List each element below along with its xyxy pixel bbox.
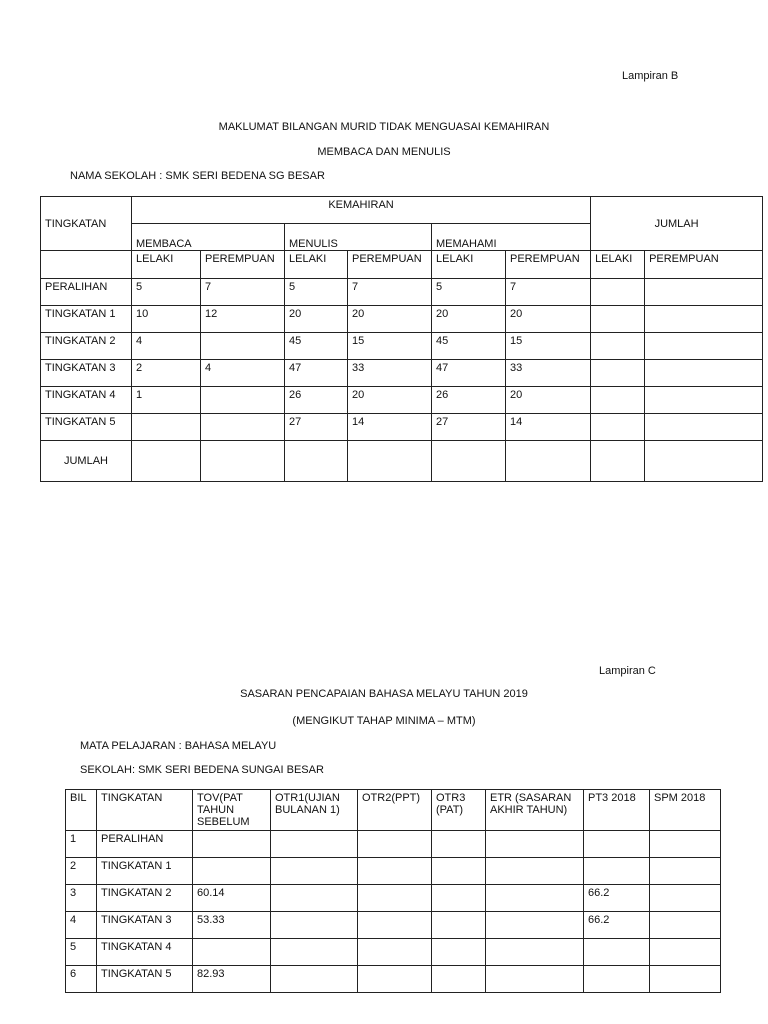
table-row: [66, 966, 721, 993]
header-otr1: OTR1(UJIAN BULANAN 1): [271, 790, 358, 831]
tingkatan-header: TINGKATAN: [41, 197, 132, 251]
row-label: TINGKATAN 3: [41, 360, 132, 387]
data-cell: [358, 831, 432, 858]
data-cell: 45: [285, 333, 348, 360]
data-cell: [486, 912, 584, 939]
data-cell: [201, 414, 285, 441]
data-cell: [650, 831, 721, 858]
data-cell: [432, 939, 486, 966]
data-cell: [584, 831, 650, 858]
data-cell: 7: [201, 279, 285, 306]
data-cell: 20: [506, 306, 591, 333]
data-cell: 47: [432, 360, 506, 387]
data-cell: 14: [506, 414, 591, 441]
data-cell: [358, 912, 432, 939]
data-cell: 33: [348, 360, 432, 387]
header-etr: ETR (SASARAN AKHIR TAHUN): [486, 790, 584, 831]
data-cell: [358, 885, 432, 912]
data-cell: [348, 441, 432, 482]
data-cell: [584, 966, 650, 993]
header-spm-2018: SPM 2018: [650, 790, 721, 831]
data-cell: [271, 939, 358, 966]
subheader-cell: PEREMPUAN: [201, 251, 285, 279]
lampiran-c-title-line1: SASARAN PENCAPAIAN BAHASA MELAYU TAHUN 2019: [240, 688, 528, 700]
data-cell: 1: [132, 387, 201, 414]
data-cell: 20: [432, 306, 506, 333]
lampiran-b-label: Lampiran B: [622, 70, 679, 82]
data-cell: [432, 966, 486, 993]
data-cell: 60.14: [193, 885, 271, 912]
data-cell: [201, 387, 285, 414]
lampiran-b-school-name: NAMA SEKOLAH : SMK SERI BEDENA SG BESAR: [70, 170, 325, 182]
data-cell: [432, 912, 486, 939]
data-cell: [271, 912, 358, 939]
data-cell: [584, 858, 650, 885]
data-cell: 4: [132, 333, 201, 360]
data-cell: TINGKATAN 5: [97, 966, 193, 993]
header-tov: TOV(PAT TAHUN SEBELUM: [193, 790, 271, 831]
data-cell: [650, 858, 721, 885]
header-bil: BIL: [66, 790, 97, 831]
data-cell: 2: [66, 858, 97, 885]
table-row: [41, 333, 763, 360]
subheader-cell: PEREMPUAN: [645, 251, 763, 279]
data-cell: 20: [348, 306, 432, 333]
data-cell: [432, 831, 486, 858]
data-cell: [506, 441, 591, 482]
data-cell: 53.33: [193, 912, 271, 939]
table-row: [41, 360, 763, 387]
data-cell: 4: [66, 912, 97, 939]
table-row: [41, 306, 763, 333]
data-cell: [591, 333, 645, 360]
data-cell: [645, 360, 763, 387]
header-tingkatan: TINGKATAN: [97, 790, 193, 831]
data-cell: TINGKATAN 4: [97, 939, 193, 966]
data-cell: 33: [506, 360, 591, 387]
data-cell: 2: [132, 360, 201, 387]
data-cell: 4: [201, 360, 285, 387]
data-cell: 27: [432, 414, 506, 441]
data-cell: TINGKATAN 3: [97, 912, 193, 939]
table-row: [66, 885, 721, 912]
data-cell: 20: [506, 387, 591, 414]
data-cell: [201, 333, 285, 360]
table-footer-row: [41, 441, 763, 482]
data-cell: [193, 939, 271, 966]
data-cell: [645, 306, 763, 333]
data-cell: 26: [285, 387, 348, 414]
data-cell: [650, 912, 721, 939]
data-cell: 66.2: [584, 885, 650, 912]
data-cell: [193, 858, 271, 885]
data-cell: [591, 441, 645, 482]
data-cell: 12: [201, 306, 285, 333]
data-cell: 20: [348, 387, 432, 414]
data-cell: [432, 858, 486, 885]
subheader-cell: PEREMPUAN: [348, 251, 432, 279]
data-cell: [591, 306, 645, 333]
subheader-cell: LELAKI: [432, 251, 506, 279]
empty-cell: [41, 251, 132, 279]
header-pt3-2018: PT3 2018: [584, 790, 650, 831]
data-cell: 7: [506, 279, 591, 306]
row-label: TINGKATAN 5: [41, 414, 132, 441]
data-cell: [432, 885, 486, 912]
skill-header-membaca: MEMBACA: [132, 224, 285, 251]
data-cell: [584, 939, 650, 966]
data-cell: [650, 939, 721, 966]
data-cell: 26: [432, 387, 506, 414]
data-cell: [591, 360, 645, 387]
data-cell: TINGKATAN 1: [97, 858, 193, 885]
data-cell: [650, 885, 721, 912]
data-cell: [486, 885, 584, 912]
data-cell: 27: [285, 414, 348, 441]
data-cell: 47: [285, 360, 348, 387]
row-label: TINGKATAN 4: [41, 387, 132, 414]
jumlah-header: JUMLAH: [591, 197, 763, 251]
data-cell: [645, 414, 763, 441]
subheader-cell: LELAKI: [132, 251, 201, 279]
table-row: [66, 912, 721, 939]
lampiran-c-title-line2: (MENGIKUT TAHAP MINIMA – MTM): [292, 715, 476, 727]
data-cell: [591, 387, 645, 414]
data-cell: [486, 966, 584, 993]
jumlah-footer-label: JUMLAH: [41, 441, 132, 482]
data-cell: [486, 831, 584, 858]
data-cell: [432, 441, 506, 482]
data-cell: 20: [285, 306, 348, 333]
table-row: [66, 831, 721, 858]
data-cell: 7: [348, 279, 432, 306]
data-cell: [645, 441, 763, 482]
data-cell: [271, 966, 358, 993]
data-cell: 1: [66, 831, 97, 858]
data-cell: [645, 333, 763, 360]
subheader-cell: LELAKI: [285, 251, 348, 279]
subheader-cell: LELAKI: [591, 251, 645, 279]
data-cell: 5: [66, 939, 97, 966]
data-cell: [591, 279, 645, 306]
data-cell: [193, 831, 271, 858]
data-cell: TINGKATAN 2: [97, 885, 193, 912]
data-cell: [650, 966, 721, 993]
data-cell: [358, 939, 432, 966]
data-cell: 6: [66, 966, 97, 993]
skill-header-memahami: MEMAHAMI: [432, 224, 591, 251]
data-cell: [285, 441, 348, 482]
sasaran-table: [65, 789, 721, 993]
data-cell: 82.93: [193, 966, 271, 993]
data-cell: [358, 966, 432, 993]
table-row: [41, 414, 763, 441]
data-cell: 45: [432, 333, 506, 360]
data-cell: [271, 831, 358, 858]
skill-header-menulis: MENULIS: [285, 224, 432, 251]
data-cell: PERALIHAN: [97, 831, 193, 858]
gender-subheader-row: [41, 251, 763, 279]
lampiran-b-title-line1: MAKLUMAT BILANGAN MURID TIDAK MENGUASAI KEMAHIRAN: [218, 121, 550, 133]
table-row: [41, 387, 763, 414]
data-cell: [591, 414, 645, 441]
data-cell: 15: [348, 333, 432, 360]
table-header-row: [66, 790, 721, 831]
data-cell: 3: [66, 885, 97, 912]
data-cell: [271, 858, 358, 885]
data-cell: [201, 441, 285, 482]
data-cell: 66.2: [584, 912, 650, 939]
kemahiran-header: KEMAHIRAN: [132, 197, 591, 224]
data-cell: [645, 279, 763, 306]
table-row: [41, 279, 763, 306]
data-cell: 5: [285, 279, 348, 306]
row-label: TINGKATAN 1: [41, 306, 132, 333]
kemahiran-table: [40, 196, 763, 482]
table-row: [66, 858, 721, 885]
table-row: [66, 939, 721, 966]
lampiran-c-school-name: SEKOLAH: SMK SERI BEDENA SUNGAI BESAR: [80, 764, 324, 776]
lampiran-c-label: Lampiran C: [599, 665, 656, 677]
data-cell: 5: [432, 279, 506, 306]
header-otr2: OTR2(PPT): [358, 790, 432, 831]
lampiran-b-title-line2: MEMBACA DAN MENULIS: [317, 146, 451, 158]
header-otr3: OTR3 (PAT): [432, 790, 486, 831]
data-cell: [645, 387, 763, 414]
data-cell: 14: [348, 414, 432, 441]
data-cell: [486, 939, 584, 966]
data-cell: 10: [132, 306, 201, 333]
subheader-cell: PEREMPUAN: [506, 251, 591, 279]
data-cell: [486, 858, 584, 885]
data-cell: 15: [506, 333, 591, 360]
data-cell: 5: [132, 279, 201, 306]
data-cell: [132, 441, 201, 482]
data-cell: [358, 858, 432, 885]
data-cell: [271, 885, 358, 912]
data-cell: [132, 414, 201, 441]
row-label: TINGKATAN 2: [41, 333, 132, 360]
row-label: PERALIHAN: [41, 279, 132, 306]
lampiran-c-subject: MATA PELAJARAN : BAHASA MELAYU: [80, 740, 277, 752]
